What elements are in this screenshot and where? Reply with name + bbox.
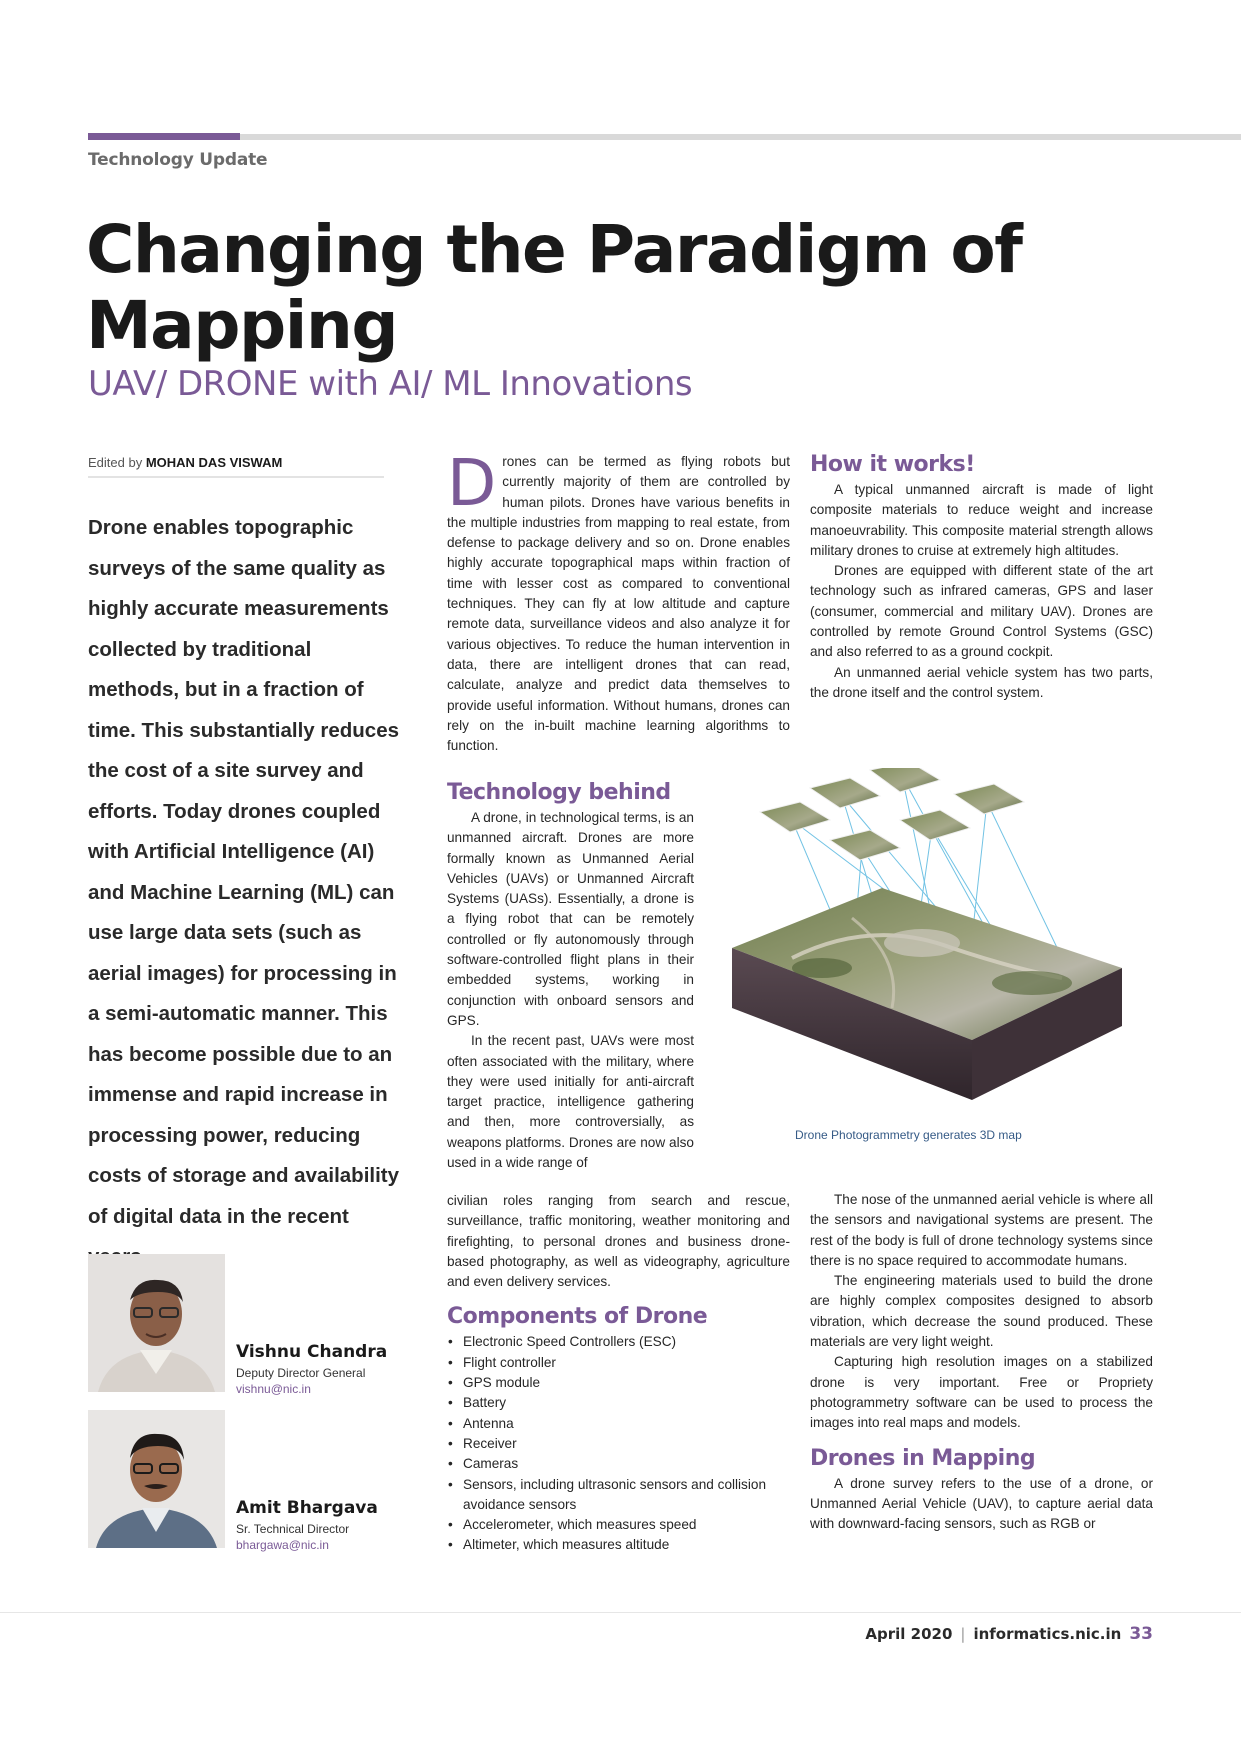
header-rule [240, 134, 1241, 140]
list-item: • Sensors, including ultrasonic sensors and collision avoidance sensors [447, 1475, 790, 1516]
list-item: • Electronic Speed Controllers (ESC) [447, 1332, 790, 1352]
body-paragraph: The engineering materials used to build the drone are highly complex composites designed to absorb vibration, which decrease the sound produced. These materials are very light weight. [810, 1273, 1153, 1350]
how-it-works-heading: How it works! [810, 452, 975, 477]
list-item: • Flight controller [447, 1353, 790, 1373]
author-name: Vishnu Chandra [236, 1342, 388, 1362]
photogrammetry-map-icon [732, 768, 1122, 1103]
how-it-works-section [810, 452, 1153, 703]
author-photo [88, 1254, 225, 1392]
figure-caption: Drone Photogrammetry generates 3D map [795, 1128, 1022, 1142]
right-lower-section [810, 1190, 1153, 1534]
body-paragraph: The nose of the unmanned aerial vehicle is where all the sensors and navigational systems are present. The rest of the body is full of drone technology systems since there is no space required to accommodate humans. [810, 1192, 1153, 1268]
author-portrait-icon [88, 1254, 225, 1392]
author-email[interactable]: bhargawa@nic.in [236, 1538, 329, 1552]
author-name: Amit Bhargava [236, 1498, 378, 1518]
technology-behind-paragraph: civilian roles ranging from search and rescue, surveillance, traffic monitoring, weather monitoring and firefighting, to personal drones and business drone-based photography, as well as videography, agriculture and even delivery services. [447, 1193, 790, 1290]
drones-in-mapping-heading: Drones in Mapping [810, 1445, 1036, 1471]
photogrammetry-figure [732, 768, 1122, 1103]
author-card [88, 1254, 388, 1396]
intro-paragraph [447, 447, 790, 756]
technology-behind-section [447, 780, 694, 1173]
author-role: Deputy Director General [236, 1366, 366, 1380]
page-number: 33 [1129, 1624, 1153, 1644]
editor-credit [88, 455, 384, 478]
list-item: • Altimeter, which measures altitude [447, 1535, 790, 1555]
footer-rule [0, 1612, 1241, 1613]
author-card [88, 1410, 388, 1552]
list-item: • Receiver [447, 1434, 790, 1454]
footer-date: April 2020 [865, 1625, 953, 1643]
technology-behind-paragraph: A drone, in technological terms, is an unmanned aircraft. Drones are more formally known as Unmanned Aerial Vehicles (UAVs) or Unmanned Aircraft Systems (UASs). Essentially, a drone is a flying robot that can be remotely controlled or fly autonomously through software-controlled flight plans in their embedded systems, working in conjunction with onboard sensors and GPS. [447, 810, 694, 1028]
page-title: Changing the Paradigm of Mapping [86, 211, 1022, 364]
how-it-works-paragraph: An unmanned aerial vehicle system has two parts, the drone itself and the control system. [810, 664, 1153, 700]
header-accent-bar [88, 133, 240, 140]
author-email[interactable]: vishnu@nic.in [236, 1382, 311, 1396]
technology-behind-continued [447, 1191, 790, 1556]
author-photo [88, 1410, 225, 1548]
technology-behind-heading: Technology behind [447, 780, 671, 805]
author-role: Sr. Technical Director [236, 1522, 350, 1536]
pull-quote: Drone enables topographic surveys of the same quality as highly accurate measurements collected by traditional methods, but in a fraction of time. This substantially reduces the cost of a site survey and efforts. Today drones coupled with Artificial Intelligence (AI) and Machine Learning (ML) can use large data sets (such as aerial images) for processing in a semi-automatic manner. This has become possible due to an immense and rapid increase in processing power, reducing costs of storage and availability of digital data in the recent [88, 516, 400, 1228]
body-paragraph: Capturing high resolution images on a stabilized drone is very important. Free or Propriety photogrammetry software can be used to process the images into real maps and models. [810, 1354, 1153, 1431]
list-item: • Antenna [447, 1414, 790, 1434]
list-item: • GPS module [447, 1373, 790, 1393]
technology-behind-paragraph: In the recent past, UAVs were most often associated with the military, where they were used initially for anti-aircraft target practice, intelligence gathering and then, more controversially, as weapons platforms. Drones are now also used in a wide range of [447, 1033, 694, 1171]
page-footer [865, 1624, 1153, 1644]
list-item: • Cameras [447, 1454, 790, 1474]
footer-separator: | [960, 1625, 966, 1643]
intro-section [447, 447, 790, 756]
drop-cap: D [447, 447, 497, 521]
author-portrait-icon [88, 1410, 225, 1548]
components-heading: Components of Drone [447, 1304, 708, 1330]
drones-in-mapping-paragraph: A drone survey refers to the use of a drone, or Unmanned Aerial Vehicle (UAV), to capture aerial data with downward-facing sensors, such as RGB or [810, 1475, 1153, 1532]
section-tag: Technology Update [88, 150, 268, 170]
list-item: • Battery [447, 1393, 790, 1413]
editor-name: MOHAN DAS VISWAM [145, 455, 283, 470]
page-subtitle: UAV/ DRONE with AI/ ML Innovations [88, 364, 693, 404]
intro-text: rones can be termed as flying robots but currently majority of them are controlled by human pilots. Drones have various benefits in the multiple industries from mapping to real estate, from defense to package delivery and so on. Drone enables highly accurate topographical maps within fraction of time with lesser cost as compared to conventional techniques. They can fly at low altitude and capture remote data, surveillance videos and also analyze it for various objectives. To reduce the human intervention in data, there are intelligent drones that can read, calculate, analyze and predict data themselves to provide useful information. Without humans, drones can rely on the in-built machine learning algorithms to function. [447, 454, 790, 754]
how-it-works-paragraph: Drones are equipped with different state of the art technology such as infrared cameras, GPS and laser (consumer, commercial and military UAV). Drones are controlled by remote Ground Control Systems (GSC) and also referred to as a ground cockpit. [810, 563, 1153, 660]
footer-site[interactable]: informatics.nic.in [973, 1625, 1122, 1643]
how-it-works-paragraph: A typical unmanned aircraft is made of light composite materials to reduce weight and increase manoeuvrability. This composite material strength allows military drones to cruise at extremely high altitudes. [810, 482, 1153, 558]
components-list [447, 1332, 790, 1555]
list-item: • Accelerometer, which measures speed [447, 1515, 790, 1535]
editor-prefix: Edited by [88, 455, 143, 470]
